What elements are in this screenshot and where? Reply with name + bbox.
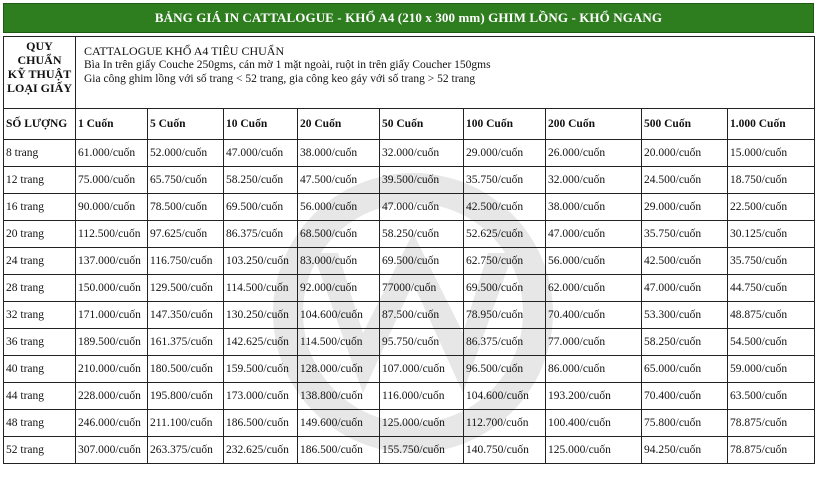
price-cell: 86.000/cuốn [546, 356, 642, 383]
row-label-pages: 48 trang [4, 410, 76, 437]
price-cell: 155.750/cuốn [380, 437, 464, 464]
price-cell: 150.000/cuốn [76, 275, 148, 302]
price-cell: 26.000/cuốn [546, 140, 642, 167]
table-row [4, 275, 815, 302]
price-cell: 39.500/cuốn [380, 167, 464, 194]
price-cell: 44.750/cuốn [728, 275, 815, 302]
price-cell: 77.000/cuốn [546, 329, 642, 356]
price-cell: 61.000/cuốn [76, 140, 148, 167]
spec-label [4, 37, 76, 109]
price-cell: 149.600/cuốn [298, 410, 380, 437]
price-cell: 47.000/cuốn [380, 194, 464, 221]
price-cell: 56.000/cuốn [298, 194, 380, 221]
price-cell: 107.000/cuốn [380, 356, 464, 383]
price-table [3, 36, 815, 464]
price-cell: 59.000/cuốn [728, 356, 815, 383]
spec-label-line: CHUẨN [17, 53, 62, 67]
table-row [4, 383, 815, 410]
price-cell: 211.100/cuốn [148, 410, 224, 437]
price-cell: 246.000/cuốn [76, 410, 148, 437]
price-cell: 69.500/cuốn [224, 194, 298, 221]
price-cell: 78.875/cuốn [728, 437, 815, 464]
price-cell: 161.375/cuốn [148, 329, 224, 356]
price-cell: 180.500/cuốn [148, 356, 224, 383]
row-label-pages: 44 trang [4, 383, 76, 410]
table-row [4, 329, 815, 356]
price-cell: 35.750/cuốn [642, 221, 728, 248]
row-label-pages: 12 trang [4, 167, 76, 194]
price-cell: 87.500/cuốn [380, 302, 464, 329]
price-cell: 125.000/cuốn [546, 437, 642, 464]
price-cell: 65.000/cuốn [642, 356, 728, 383]
spec-label-line: LOẠI GIẤY [6, 81, 72, 95]
price-cell: 20.000/cuốn [642, 140, 728, 167]
price-cell: 32.000/cuốn [546, 167, 642, 194]
price-cell: 90.000/cuốn [76, 194, 148, 221]
column-header: 200 Cuốn [546, 109, 642, 140]
price-cell: 104.600/cuốn [464, 383, 546, 410]
price-cell: 58.250/cuốn [224, 167, 298, 194]
spec-description [76, 37, 815, 109]
price-cell: 112.500/cuốn [76, 221, 148, 248]
price-cell: 29.000/cuốn [464, 140, 546, 167]
price-cell: 137.000/cuốn [76, 248, 148, 275]
price-cell: 68.500/cuốn [298, 221, 380, 248]
table-row [4, 248, 815, 275]
price-cell: 114.500/cuốn [298, 329, 380, 356]
price-sheet [3, 3, 814, 476]
price-cell: 195.800/cuốn [148, 383, 224, 410]
price-cell: 116.750/cuốn [148, 248, 224, 275]
column-header: 100 Cuốn [464, 109, 546, 140]
table-row [4, 194, 815, 221]
column-header: 500 Cuốn [642, 109, 728, 140]
price-cell: 75.000/cuốn [76, 167, 148, 194]
price-cell: 186.500/cuốn [298, 437, 380, 464]
row-label-pages: 32 trang [4, 302, 76, 329]
price-cell: 228.000/cuốn [76, 383, 148, 410]
price-cell: 42.500/cuốn [642, 248, 728, 275]
spec-label-line: KỸ THUẬT [7, 67, 72, 81]
row-label-pages: 28 trang [4, 275, 76, 302]
price-cell: 78.950/cuốn [464, 302, 546, 329]
column-header: 1 Cuốn [76, 109, 148, 140]
price-cell: 70.400/cuốn [546, 302, 642, 329]
price-cell: 142.625/cuốn [224, 329, 298, 356]
header-row [4, 109, 815, 140]
price-cell: 116.000/cuốn [380, 383, 464, 410]
price-cell: 32.000/cuốn [380, 140, 464, 167]
price-cell: 92.000/cuốn [298, 275, 380, 302]
price-cell: 65.750/cuốn [148, 167, 224, 194]
price-cell: 86.375/cuốn [224, 221, 298, 248]
price-cell: 159.500/cuốn [224, 356, 298, 383]
table-row [4, 356, 815, 383]
row-label-pages: 40 trang [4, 356, 76, 383]
spec-line-paper: Bìa In trên giấy Couche 250gms, cán mờ 1 mặt ngoài, ruột in trên giấy Coucher 150gms [84, 59, 491, 71]
row-label-pages: 20 trang [4, 221, 76, 248]
price-cell: 77000/cuốn [380, 275, 464, 302]
row-label-pages: 16 trang [4, 194, 76, 221]
price-cell: 29.000/cuốn [642, 194, 728, 221]
column-header: 1.000 Cuốn [728, 109, 815, 140]
table-row [4, 221, 815, 248]
price-cell: 47.000/cuốn [224, 140, 298, 167]
column-header: 5 Cuốn [148, 109, 224, 140]
price-cell: 47.000/cuốn [546, 221, 642, 248]
price-cell: 125.000/cuốn [380, 410, 464, 437]
price-cell: 78.500/cuốn [148, 194, 224, 221]
price-cell: 62.000/cuốn [546, 275, 642, 302]
price-cell: 78.875/cuốn [728, 410, 815, 437]
row-label-pages: 24 trang [4, 248, 76, 275]
price-cell: 263.375/cuốn [148, 437, 224, 464]
price-cell: 95.750/cuốn [380, 329, 464, 356]
spec-row [4, 37, 815, 109]
price-cell: 18.750/cuốn [728, 167, 815, 194]
price-cell: 30.125/cuốn [728, 221, 815, 248]
price-cell: 63.500/cuốn [728, 383, 815, 410]
spec-line-binding: Gia công ghim lồng với số trang < 52 trang, gia công keo gáy với số trang > 52 trang [84, 73, 476, 85]
price-cell: 52.000/cuốn [148, 140, 224, 167]
price-cell: 100.400/cuốn [546, 410, 642, 437]
price-cell: 83.000/cuốn [298, 248, 380, 275]
price-cell: 140.750/cuốn [464, 437, 546, 464]
price-cell: 112.700/cuốn [464, 410, 546, 437]
price-cell: 138.800/cuốn [298, 383, 380, 410]
price-cell: 42.500/cuốn [464, 194, 546, 221]
price-cell: 69.500/cuốn [380, 248, 464, 275]
price-cell: 128.000/cuốn [298, 356, 380, 383]
price-cell: 97.625/cuốn [148, 221, 224, 248]
price-cell: 171.000/cuốn [76, 302, 148, 329]
price-cell: 307.000/cuốn [76, 437, 148, 464]
price-cell: 103.250/cuốn [224, 248, 298, 275]
price-cell: 35.750/cuốn [728, 248, 815, 275]
price-cell: 52.625/cuốn [464, 221, 546, 248]
price-cell: 58.250/cuốn [642, 329, 728, 356]
price-cell: 232.625/cuốn [224, 437, 298, 464]
table-row [4, 140, 815, 167]
price-cell: 147.350/cuốn [148, 302, 224, 329]
column-header-quantity: SỐ LƯỢNG [4, 109, 76, 140]
price-cell: 129.500/cuốn [148, 275, 224, 302]
price-cell: 130.250/cuốn [224, 302, 298, 329]
price-cell: 38.000/cuốn [546, 194, 642, 221]
table-row [4, 302, 815, 329]
price-cell: 189.500/cuốn [76, 329, 148, 356]
table-row [4, 410, 815, 437]
price-cell: 114.500/cuốn [224, 275, 298, 302]
price-cell: 94.250/cuốn [642, 437, 728, 464]
price-cell: 193.200/cuốn [546, 383, 642, 410]
price-cell: 15.000/cuốn [728, 140, 815, 167]
price-cell: 48.875/cuốn [728, 302, 815, 329]
spec-label-line: QUY [26, 39, 53, 53]
price-cell: 75.800/cuốn [642, 410, 728, 437]
price-cell: 56.000/cuốn [546, 248, 642, 275]
column-header: 10 Cuốn [224, 109, 298, 140]
spec-line-product: CATTALOGUE KHỔ A4 TIÊU CHUẨN [84, 44, 285, 58]
price-cell: 22.500/cuốn [728, 194, 815, 221]
price-cell: 186.500/cuốn [224, 410, 298, 437]
price-cell: 70.400/cuốn [642, 383, 728, 410]
price-cell: 54.500/cuốn [728, 329, 815, 356]
column-header: 50 Cuốn [380, 109, 464, 140]
price-cell: 58.250/cuốn [380, 221, 464, 248]
row-label-pages: 8 trang [4, 140, 76, 167]
price-cell: 35.750/cuốn [464, 167, 546, 194]
price-cell: 47.000/cuốn [642, 275, 728, 302]
price-cell: 69.500/cuốn [464, 275, 546, 302]
price-cell: 47.500/cuốn [298, 167, 380, 194]
price-cell: 38.000/cuốn [298, 140, 380, 167]
price-cell: 104.600/cuốn [298, 302, 380, 329]
table-row [4, 167, 815, 194]
price-cell: 96.500/cuốn [464, 356, 546, 383]
page-title: BẢNG GIÁ IN CATTALOGUE - KHỔ A4 (210 x 300 mm) GHIM LỒNG - KHỔ NGANG [3, 3, 814, 33]
column-header: 20 Cuốn [298, 109, 380, 140]
price-cell: 86.375/cuốn [464, 329, 546, 356]
row-label-pages: 52 trang [4, 437, 76, 464]
price-cell: 24.500/cuốn [642, 167, 728, 194]
price-cell: 210.000/cuốn [76, 356, 148, 383]
price-cell: 53.300/cuốn [642, 302, 728, 329]
row-label-pages: 36 trang [4, 329, 76, 356]
table-row [4, 437, 815, 464]
price-cell: 62.750/cuốn [464, 248, 546, 275]
price-cell: 173.000/cuốn [224, 383, 298, 410]
